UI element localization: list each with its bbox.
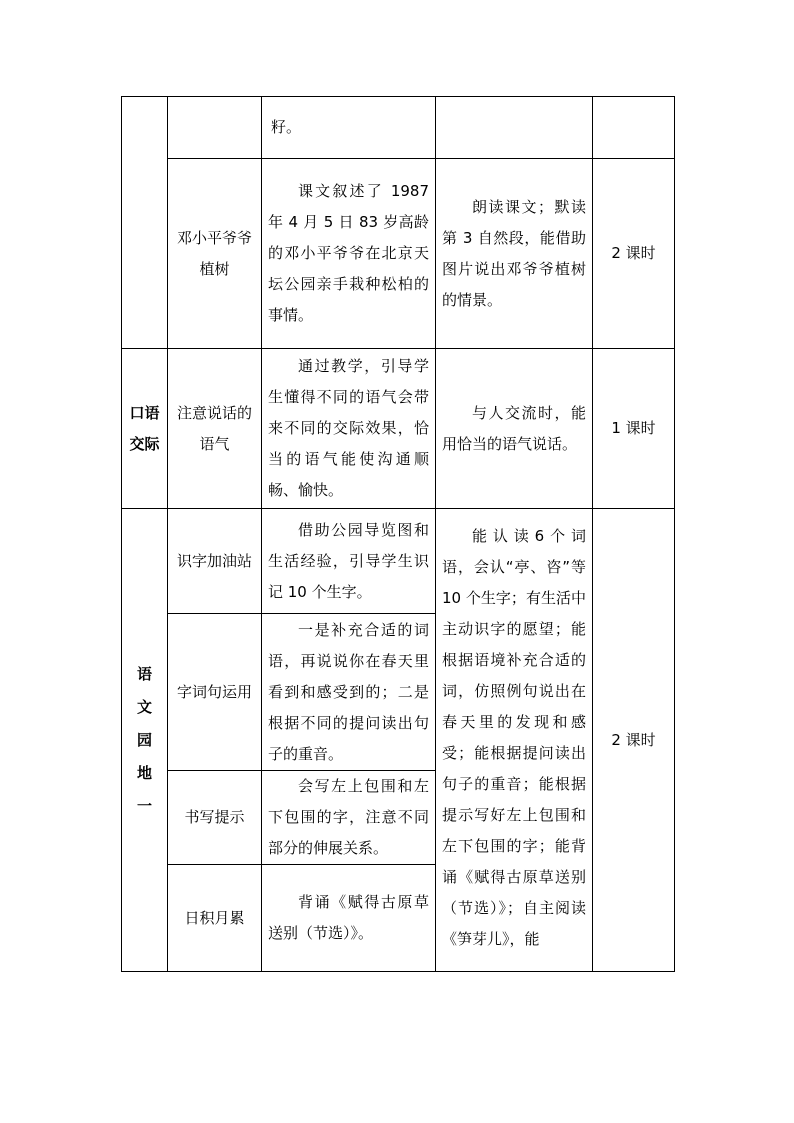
unit-label: 语 文 园 地 一 bbox=[137, 664, 153, 815]
title-cell bbox=[168, 771, 262, 865]
hours-text: 1 课时 bbox=[611, 419, 656, 437]
content-cell bbox=[262, 614, 436, 771]
unit-label: 口语 交际 bbox=[129, 403, 160, 453]
content-text: 籽。 bbox=[271, 118, 302, 136]
content-text: 课文叙述了 1987 年 4 月 5 日 83 岁高龄的邓小平爷爷在北京天坛公园亲手栽种松柏的事情。 bbox=[268, 182, 429, 324]
content-text: 通过教学，引导学生懂得不同的语气会带来不同的交际效果，恰当的语气能使沟通顺畅、愉快。 bbox=[268, 357, 429, 499]
table-row bbox=[122, 159, 675, 349]
content-text: 借助公园导览图和生活经验，引导学生识记 10 个生字。 bbox=[268, 520, 429, 601]
goal-cell bbox=[436, 509, 593, 972]
unit-cell bbox=[122, 509, 168, 972]
content-cell bbox=[262, 159, 436, 349]
content-cell bbox=[262, 865, 436, 972]
title-cell-empty bbox=[168, 97, 262, 159]
lesson-title: 识字加油站 bbox=[176, 551, 252, 570]
title-cell bbox=[168, 865, 262, 972]
goal-cell bbox=[436, 159, 593, 349]
content-cell bbox=[262, 349, 436, 509]
lesson-title: 日积月累 bbox=[184, 908, 245, 927]
unit-cell-empty bbox=[122, 97, 168, 349]
hours-cell bbox=[593, 509, 675, 972]
goal-text: 与人交流时，能用恰当的语气说话。 bbox=[442, 403, 586, 453]
hours-cell bbox=[593, 159, 675, 349]
lesson-title: 书写提示 bbox=[184, 808, 245, 826]
content-text: 会写左上包围和左下包围的字，注意不同部分的伸展关系。 bbox=[268, 777, 429, 857]
goal-text: 朗读课文；默读第 3 自然段，能借助图片说出邓爷爷植树的情景。 bbox=[442, 197, 586, 309]
title-cell bbox=[168, 614, 262, 771]
lesson-plan-table bbox=[121, 96, 675, 972]
content-text: 一是补充合适的词语，再说说你在春天里看到和感受到的；二是根据不同的提问读出句子的重音。 bbox=[268, 620, 429, 763]
content-cell bbox=[262, 97, 436, 159]
goal-text: 能认读6个词语，会认“亭、咨”等 10 个生字；有生活中主动识字的愿望；能根据语境补充合适的词，仿照例句说出在春天里的发现和感受；能根据提问读出句子的重音；能根据提示写好左上包围和左下包围的字；能背诵《赋得古原草送别（节选）》；自主阅读《笋芽儿》，能 bbox=[442, 527, 586, 948]
unit-cell bbox=[122, 349, 168, 509]
table-row bbox=[122, 509, 675, 614]
title-cell bbox=[168, 349, 262, 509]
table-row bbox=[122, 349, 675, 509]
content-cell bbox=[262, 771, 436, 865]
title-cell bbox=[168, 159, 262, 349]
goal-cell-empty bbox=[436, 97, 593, 159]
hours-cell bbox=[593, 349, 675, 509]
hours-cell-empty bbox=[593, 97, 675, 159]
lesson-title: 邓小平爷爷 植树 bbox=[176, 228, 252, 278]
goal-cell bbox=[436, 349, 593, 509]
content-text: 背诵《赋得古原草送别（节选）》。 bbox=[268, 893, 429, 942]
content-cell bbox=[262, 509, 436, 614]
lesson-title: 注意说话的 语气 bbox=[176, 403, 252, 453]
hours-text: 2 课时 bbox=[611, 730, 656, 749]
table-row bbox=[122, 97, 675, 159]
hours-text: 2 课时 bbox=[611, 244, 656, 262]
lesson-title: 字词句运用 bbox=[176, 682, 252, 701]
title-cell bbox=[168, 509, 262, 614]
